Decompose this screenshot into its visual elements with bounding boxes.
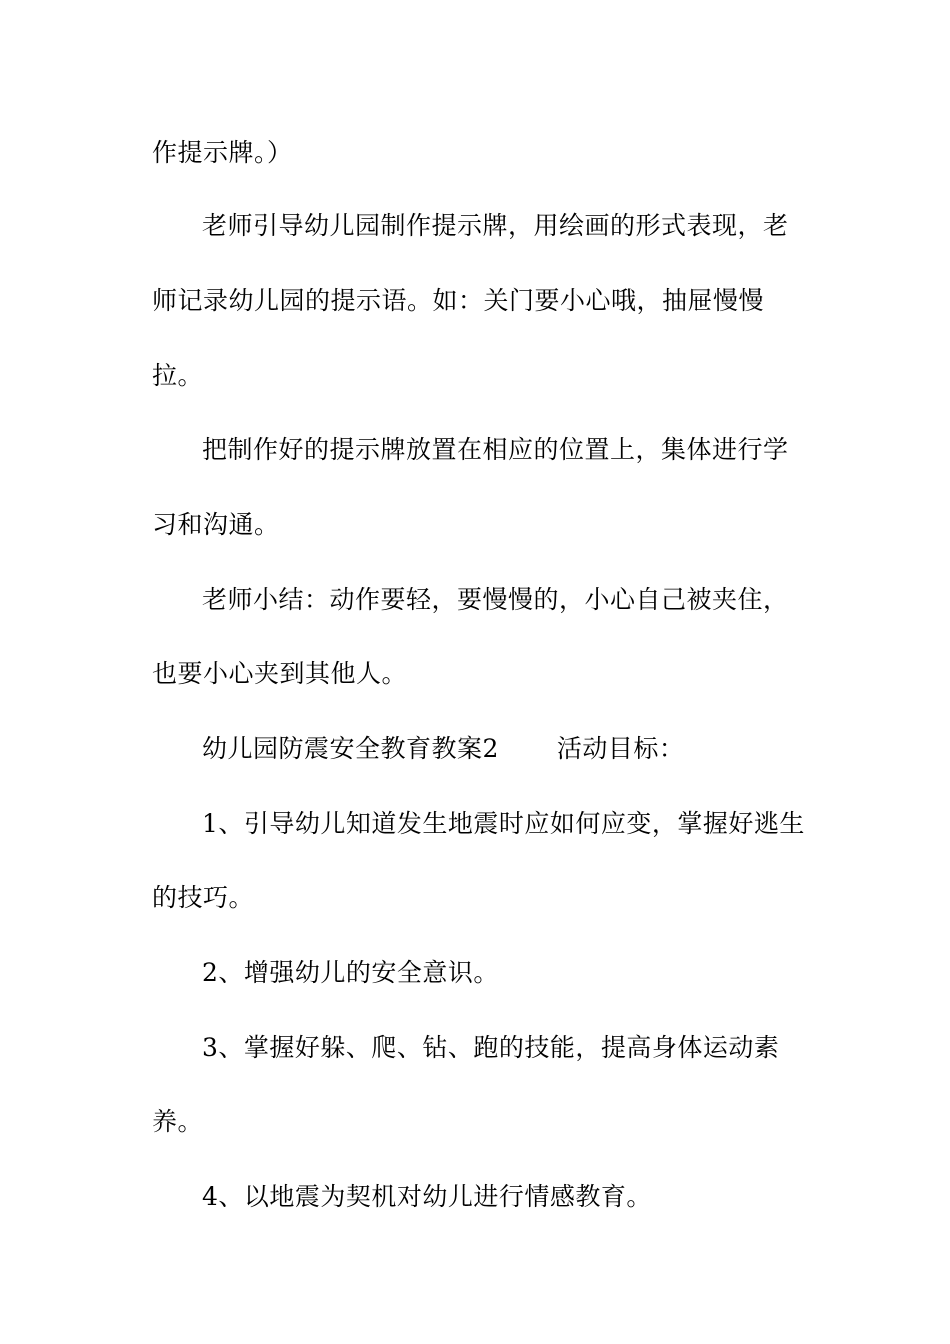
section-subtitle: 活动目标： xyxy=(556,734,685,763)
list-item-line: 1、引导幼儿知道发生地震时应如何应变，掌握好逃生 xyxy=(202,809,805,838)
paragraph-line: 习和沟通。 xyxy=(152,510,280,539)
section-title: 幼儿园防震安全教育教案2 xyxy=(202,734,499,763)
list-item-line: 3、掌握好躲、爬、钻、跑的技能，提高身体运动素 xyxy=(202,1033,780,1062)
list-item-line: 2、增强幼儿的安全意识。 xyxy=(202,958,499,987)
paragraph-line: 老师小结：动作要轻，要慢慢的，小心自己被夹住， xyxy=(202,585,789,614)
paragraph-line: 师记录幼儿园的提示语。如：关门要小心哦，抽屉慢慢 xyxy=(152,286,765,315)
paragraph-line: 作提示牌。） xyxy=(152,138,293,167)
list-item-line: 4、以地震为契机对幼儿进行情感教育。 xyxy=(202,1182,652,1211)
paragraph-line: 也要小心夹到其他人。 xyxy=(152,659,408,688)
paragraph-line: 把制作好的提示牌放置在相应的位置上，集体进行学 xyxy=(202,435,789,464)
paragraph-line: 拉。 xyxy=(152,361,204,390)
section-heading-line xyxy=(202,734,684,764)
paragraph-line: 老师引导幼儿园制作提示牌，用绘画的形式表现，老 xyxy=(202,211,789,240)
list-item-line: 养。 xyxy=(152,1107,204,1136)
list-item-line: 的技巧。 xyxy=(152,883,255,912)
